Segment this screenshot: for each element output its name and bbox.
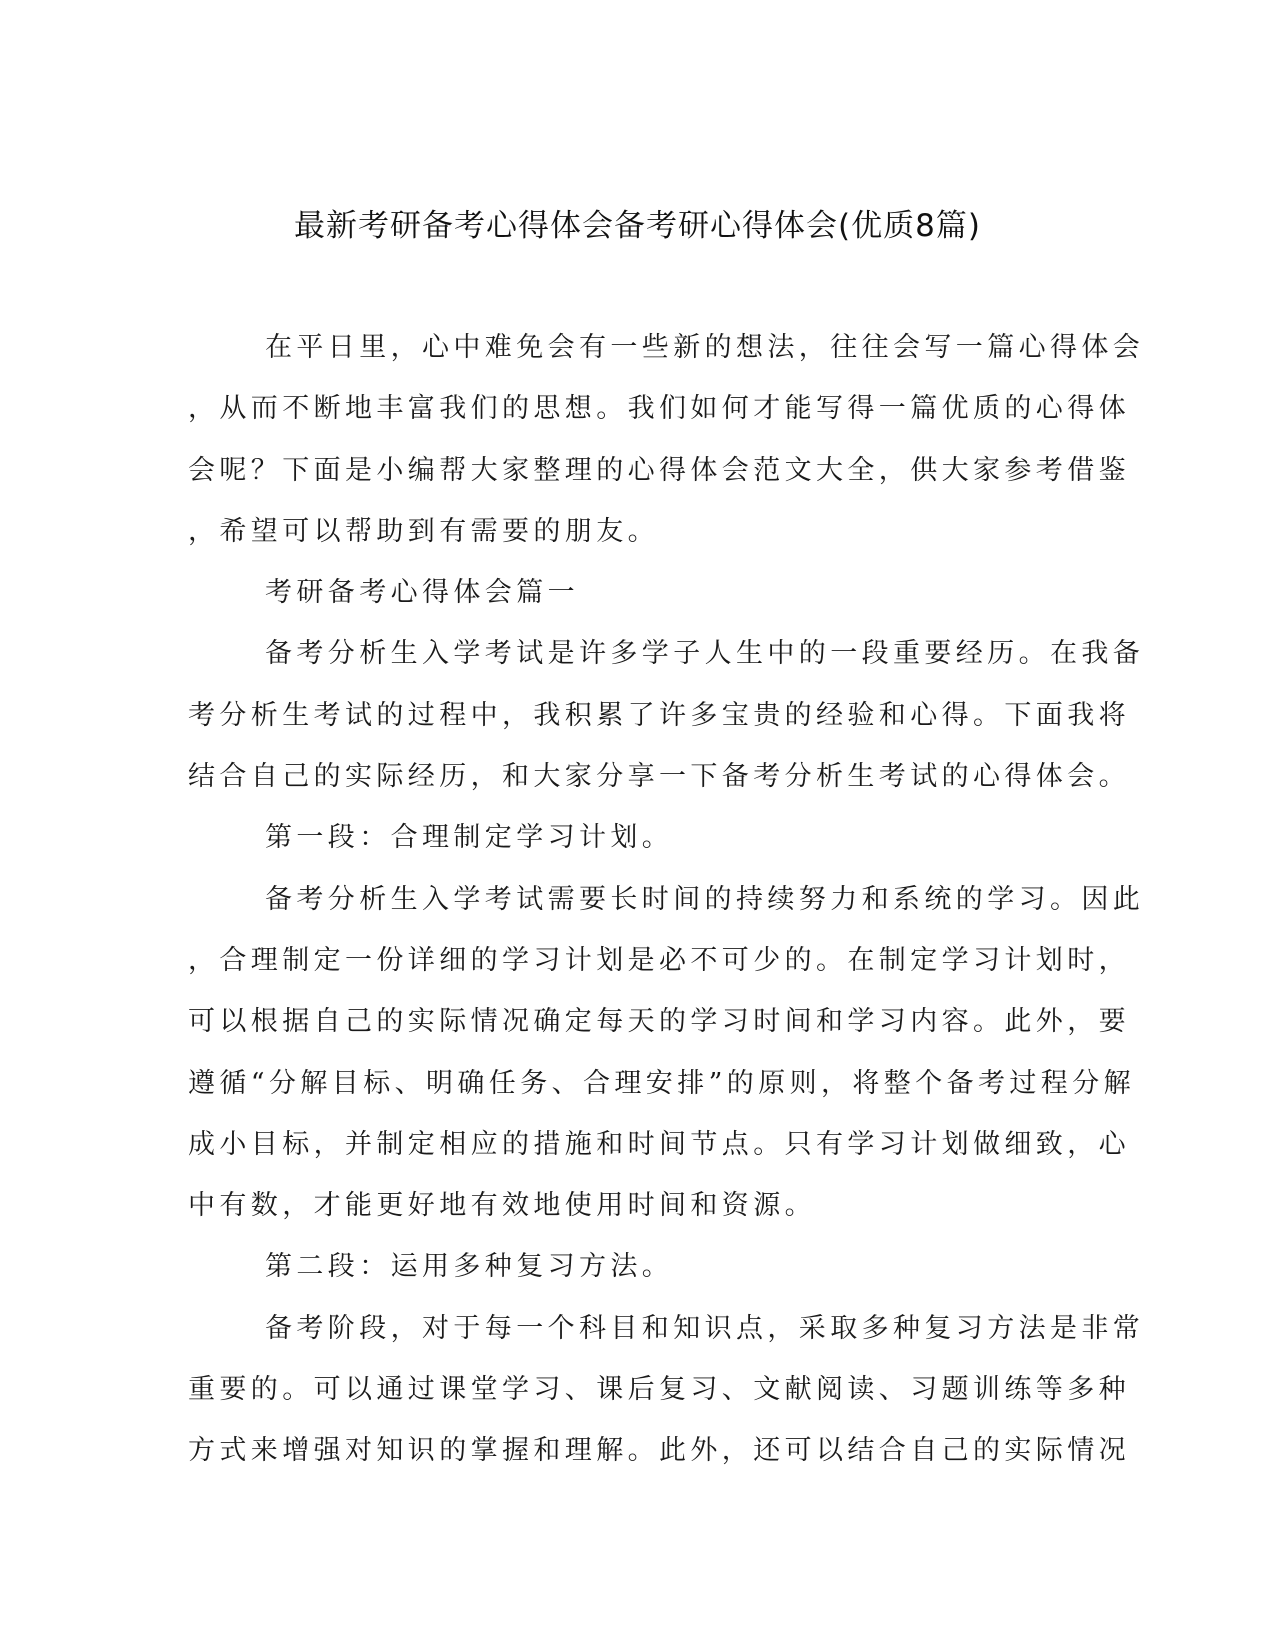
text-line: 备考阶段，对于每一个科目和知识点，采取多种复习方法是非常 bbox=[265, 1312, 1145, 1344]
text-line: 第一段：合理制定学习计划。 bbox=[265, 822, 674, 854]
text-line: 中有数，才能更好地有效地使用时间和资源。 bbox=[188, 1190, 816, 1222]
text-line: 成小目标，并制定相应的措施和时间节点。只有学习计划做细致，心 bbox=[188, 1128, 1130, 1160]
text-line: 会呢？下面是小编帮大家整理的心得体会范文大全，供大家参考借鉴 bbox=[188, 454, 1130, 486]
text-line: 结合自己的实际经历，和大家分享一下备考分析生考试的心得体会。 bbox=[188, 761, 1130, 793]
document-body bbox=[188, 328, 1145, 1493]
text-line: 在平日里，心中难免会有一些新的想法，往往会写一篇心得体会 bbox=[265, 332, 1145, 363]
text-line: 方式来增强对知识的掌握和理解。此外，还可以结合自己的实际情况 bbox=[188, 1435, 1130, 1467]
text-line: 备考分析生入学考试是许多学子人生中的一段重要经历。在我备 bbox=[265, 638, 1145, 670]
document-title: 最新考研备考心得体会备考研心得体会(优质8篇) bbox=[294, 208, 981, 244]
text-line: 备考分析生入学考试需要长时间的持续努力和系统的学习。因此 bbox=[265, 883, 1145, 915]
text-line: 可以根据自己的实际情况确定每天的学习时间和学习内容。此外，要 bbox=[188, 1006, 1130, 1038]
text-line: 第二段：运用多种复习方法。 bbox=[265, 1251, 674, 1283]
text-line: 考分析生考试的过程中，我积累了许多宝贵的经验和心得。下面我将 bbox=[188, 699, 1130, 731]
text-line: 遵循“分解目标、明确任务、合理安排”的原则，将整个备考过程分解 bbox=[188, 1067, 1136, 1099]
text-line: ，合理制定一份详细的学习计划是必不可少的。在制定学习计划时， bbox=[188, 944, 1130, 976]
text-line: ，希望可以帮助到有需要的朋友。 bbox=[188, 515, 659, 547]
text-line: 考研备考心得体会篇一 bbox=[265, 577, 579, 609]
text-line: ，从而不断地丰富我们的思想。我们如何才能写得一篇优质的心得体 bbox=[188, 393, 1130, 425]
text-line: 重要的。可以通过课堂学习、课后复习、文献阅读、习题训练等多种 bbox=[188, 1374, 1130, 1406]
